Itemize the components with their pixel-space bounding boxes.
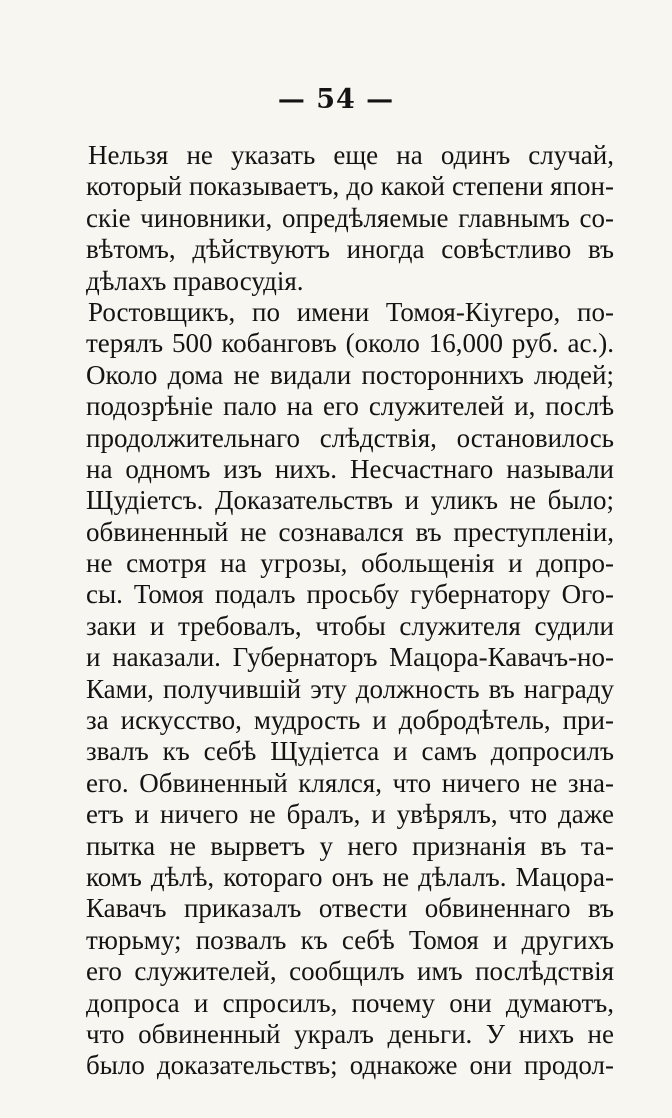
text-line: вѣтомъ, дѣйствуютъ иногда совѣстливо въ xyxy=(86,234,614,265)
page-body-text xyxy=(86,140,614,1082)
text-line: дѣлахъ правосудія. xyxy=(86,265,304,296)
text-line: обвиненный не сознавался въ преступленіи, xyxy=(86,516,614,547)
page-number: — 54 — xyxy=(277,84,395,115)
text-line: не смотря на угрозы, обольщенія и допро- xyxy=(86,548,614,579)
text-line: допроса и спросилъ, почему они думаютъ, xyxy=(86,987,614,1018)
text-line: Ками, получившій эту должность въ награду xyxy=(86,673,614,704)
text-line: заки и требовалъ, чтобы служителя судили xyxy=(86,610,614,641)
text-line: его. Обвиненный клялся, что ничего не зна- xyxy=(86,767,614,798)
text-line: на одномъ изъ нихъ. Несчастнаго называли xyxy=(86,453,614,484)
text-line: Около дома не видали постороннихъ людей; xyxy=(86,359,614,390)
text-line: сы. Томоя подалъ просьбу губернатору Ого- xyxy=(86,579,614,610)
text-line: скіе чиновники, опредѣляемые главнымъ со- xyxy=(86,202,614,233)
text-line: звалъ къ себѣ Щудіетса и самъ допросилъ xyxy=(86,736,614,767)
text-line: етъ и ничего не бралъ, и увѣрялъ, что даже xyxy=(86,799,614,830)
text-line: его служителей, сообщилъ имъ послѣдствія xyxy=(86,956,614,987)
text-line: который показываетъ, до какой степени япон- xyxy=(86,171,614,202)
text-line: было доказательствъ; однакоже они продол- xyxy=(86,1050,614,1081)
text-line: и наказали. Губернаторъ Мацора-Кавачъ-но- xyxy=(86,642,614,673)
text-line: подозрѣніе пало на его служителей и, послѣ xyxy=(86,391,614,422)
text-line: пытка не вырветъ у него признанія въ та- xyxy=(86,830,614,861)
text-line: продолжительнаго слѣдствія, остановилось xyxy=(86,422,614,453)
text-line: за искусство, мудрость и добродѣтель, при- xyxy=(86,705,614,736)
text-line: Щудіетсъ. Доказательствъ и уликъ не было; xyxy=(86,485,614,516)
text-line: Кавачъ приказалъ отвести обвиненнаго въ xyxy=(86,893,614,924)
text-line: комъ дѣлѣ, котораго онъ не дѣлалъ. Мацора- xyxy=(86,861,614,892)
text-line: тюрьму; позвалъ къ себѣ Томоя и другихъ xyxy=(86,924,614,955)
text-line: Нельзя не указать еще на одинъ случай, xyxy=(88,140,614,170)
text-line: что обвиненный укралъ деньги. У нихъ не xyxy=(86,1018,614,1049)
text-line: терялъ 500 кобанговъ (около 16,000 руб. ас.). xyxy=(86,328,614,359)
text-line: Ростовщикъ, по имени Томоя-Кіугеро, по- xyxy=(88,296,614,327)
